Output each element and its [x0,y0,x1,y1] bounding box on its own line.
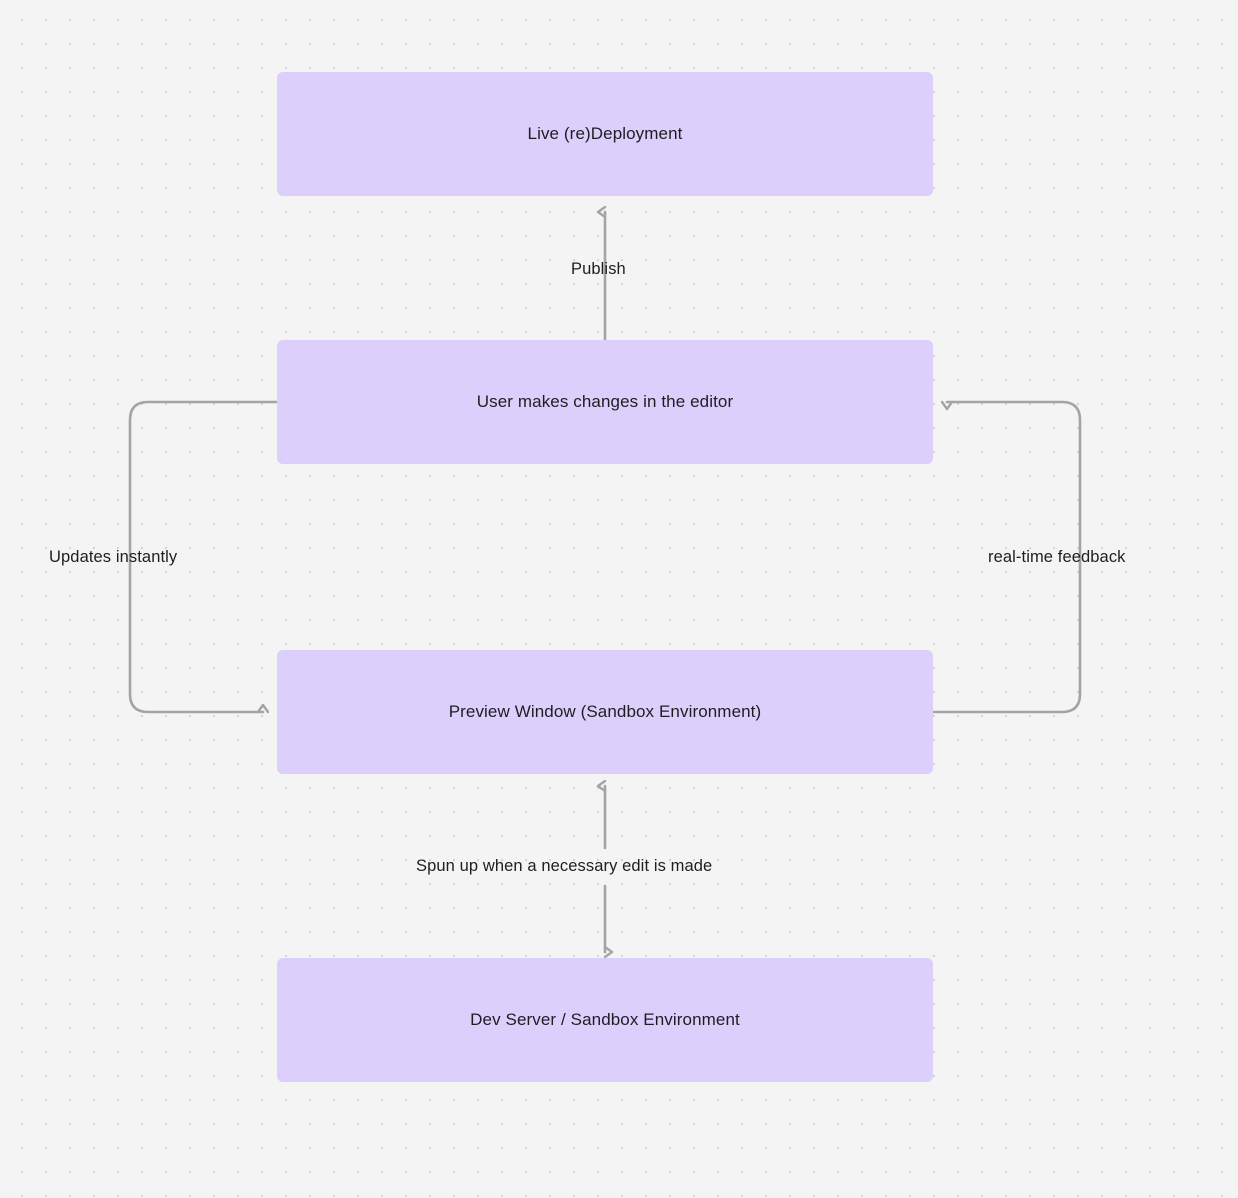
node-dev-server-label: Dev Server / Sandbox Environment [470,1010,740,1029]
node-live-deployment-label: Live (re)Deployment [527,124,683,143]
node-preview-window[interactable] [277,650,933,774]
node-live-deployment[interactable] [277,72,933,196]
edge-label-spun-up: Spun up when a necessary edit is made [416,857,713,875]
node-user-changes-label: User makes changes in the editor [476,392,734,411]
edge-label-publish: Publish [571,260,626,278]
edge-label-real-time-feedback: real-time feedback [988,548,1126,566]
edge-label-updates-instantly: Updates instantly [49,548,178,566]
node-preview-window-label: Preview Window (Sandbox Environment) [448,702,762,721]
node-user-changes[interactable] [277,340,933,464]
node-dev-server[interactable] [277,958,933,1082]
